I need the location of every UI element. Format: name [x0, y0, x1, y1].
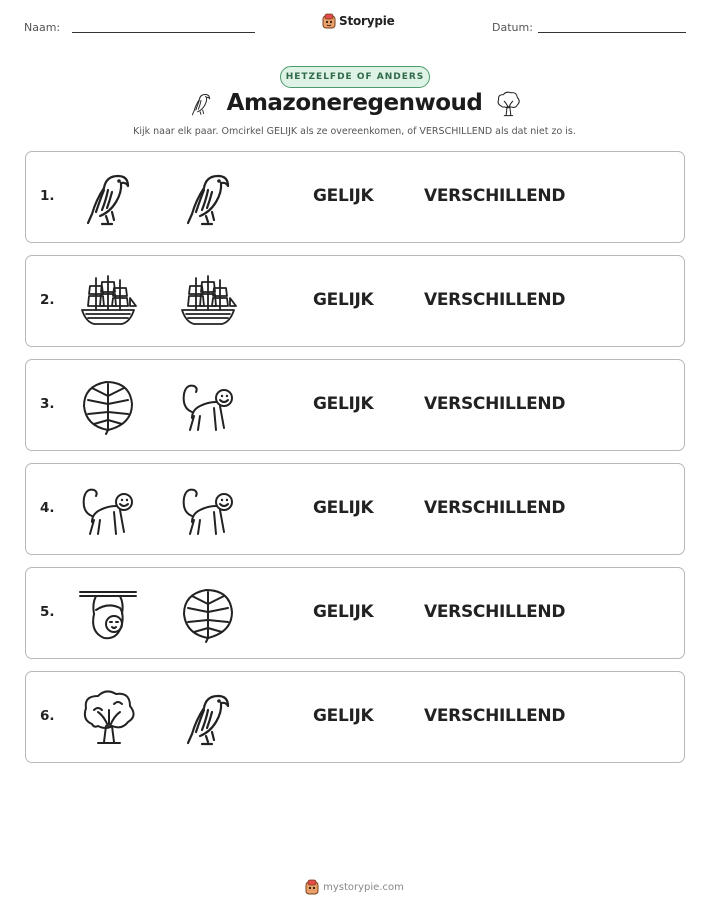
- choice-same[interactable]: GELIJK: [313, 394, 374, 414]
- row-number: 3.: [40, 396, 55, 412]
- choice-same[interactable]: GELIJK: [313, 186, 374, 206]
- storypie-logo-icon: [322, 13, 336, 29]
- exercise-row: [25, 359, 685, 451]
- row-number: 6.: [40, 708, 55, 724]
- date-field-line[interactable]: [538, 32, 686, 33]
- monkey-icon: [78, 480, 138, 540]
- ship-icon: [178, 272, 238, 332]
- choice-different[interactable]: VERSCHILLEND: [424, 186, 566, 206]
- choice-same[interactable]: GELIJK: [313, 602, 374, 622]
- date-label: Datum:: [492, 21, 533, 34]
- leaf-icon: [178, 584, 238, 644]
- monkey-icon: [178, 480, 238, 540]
- parrot-icon: [178, 688, 238, 748]
- exercise-row: [25, 463, 685, 555]
- choice-same[interactable]: GELIJK: [313, 290, 374, 310]
- parrot-icon: [78, 168, 138, 228]
- choice-same[interactable]: GELIJK: [313, 498, 374, 518]
- row-number: 1.: [40, 188, 55, 204]
- footer-url[interactable]: mystorypie.com: [323, 881, 404, 893]
- choice-different[interactable]: VERSCHILLEND: [424, 394, 566, 414]
- tree-icon: [78, 688, 138, 748]
- name-field-line[interactable]: [72, 32, 255, 33]
- row-number: 4.: [40, 500, 55, 516]
- monkey-icon: [178, 376, 238, 436]
- worksheet-type-badge: HETZELFDE OF ANDERS: [280, 66, 430, 88]
- row-number: 2.: [40, 292, 55, 308]
- brand-name: Storypie: [339, 14, 395, 28]
- choice-same[interactable]: GELIJK: [313, 706, 374, 726]
- exercise-row: [25, 671, 685, 763]
- instructions-text: Kijk naar elk paar. Omcirkel GELIJK als ze overeenkomen, of VERSCHILLEND als dat niet zo is.: [133, 126, 576, 137]
- choice-different[interactable]: VERSCHILLEND: [424, 498, 566, 518]
- exercise-row: [25, 567, 685, 659]
- parrot-icon: [178, 168, 238, 228]
- choice-different[interactable]: VERSCHILLEND: [424, 290, 566, 310]
- storypie-logo-icon: [305, 879, 319, 895]
- choice-different[interactable]: VERSCHILLEND: [424, 602, 566, 622]
- tree-icon: [494, 88, 522, 120]
- name-label: Naam:: [24, 21, 61, 34]
- page-title: Amazoneregenwoud: [226, 90, 483, 116]
- ship-icon: [78, 272, 138, 332]
- exercise-row: [25, 151, 685, 243]
- exercise-row: [25, 255, 685, 347]
- row-number: 5.: [40, 604, 55, 620]
- brand-logo: [322, 13, 395, 29]
- sloth-icon: [78, 584, 138, 644]
- leaf-icon: [78, 376, 138, 436]
- footer: [0, 879, 709, 895]
- choice-different[interactable]: VERSCHILLEND: [424, 706, 566, 726]
